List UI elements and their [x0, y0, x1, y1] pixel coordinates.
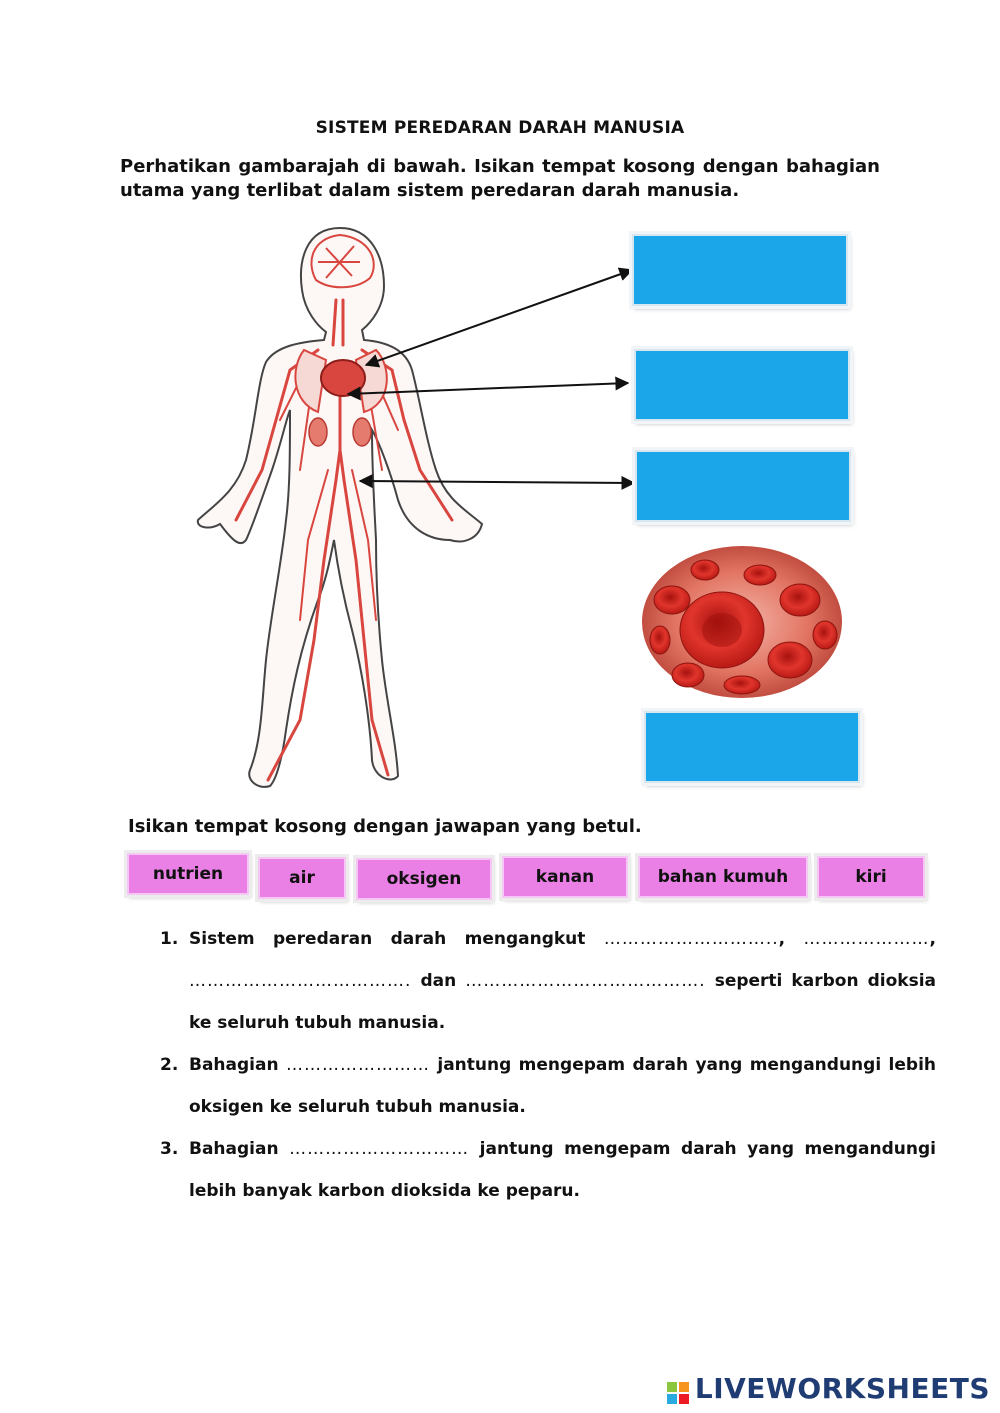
word-chip-oksigen[interactable]: oksigen — [356, 858, 492, 900]
page-title: SISTEM PEREDARAN DARAH MANUSIA — [315, 118, 685, 138]
text-segment: , — [778, 929, 804, 949]
blank-6[interactable]: ………………………… — [289, 1139, 470, 1159]
blood-cells-image — [642, 546, 842, 698]
blank-5[interactable]: …………………… — [285, 1055, 430, 1075]
word-chip-bahan-kumuh[interactable]: bahan kumuh — [638, 856, 808, 898]
blank-2[interactable]: ………………… — [803, 929, 930, 949]
question-number: 2. — [160, 1055, 179, 1075]
question-text — [189, 918, 936, 1044]
blank-4[interactable]: …………………………………. — [465, 971, 706, 991]
heart — [321, 360, 365, 396]
question-number: 3. — [160, 1139, 179, 1159]
footer-brand — [667, 1372, 990, 1405]
question-number: 1. — [160, 929, 179, 949]
text-segment: jantung mengepam darah yang mengandungi lebih oksigen ke seluruh tubuh manusia. — [189, 1055, 937, 1117]
liveworksheets-logo-icon — [667, 1378, 689, 1400]
text-segment: seperti karbon dioksia ke seluruh tubuh manusia. — [189, 971, 936, 1033]
answer-box-1[interactable] — [632, 234, 848, 306]
human-body-outline — [198, 228, 482, 787]
word-chip-kiri[interactable]: kiri — [817, 856, 925, 898]
section-heading: Isikan tempat kosong dengan jawapan yang betul. — [128, 816, 642, 837]
text-segment: Bahagian — [189, 1055, 286, 1075]
text-segment: Sistem peredaran darah mengangkut — [189, 929, 604, 949]
text-segment: , — [929, 929, 936, 949]
instructions: Perhatikan gambarajah di bawah. Isikan tempat kosong dengan bahagian utama yang terlibat dalam sistem peredaran darah manusia. — [120, 156, 880, 201]
text-segment: jantung mengepam darah yang mengandungi lebih banyak karbon dioksida ke peparu. — [189, 1139, 937, 1201]
word-chip-nutrien[interactable]: nutrien — [127, 853, 249, 895]
text-segment: Bahagian — [189, 1139, 290, 1159]
question-text — [189, 1128, 936, 1212]
answer-box-3[interactable] — [635, 450, 851, 522]
blank-3[interactable]: ………………………………. — [189, 971, 412, 991]
question-2 — [160, 1044, 936, 1128]
question-text — [189, 1044, 936, 1128]
question-1 — [160, 918, 936, 1044]
word-chip-kanan[interactable]: kanan — [502, 856, 628, 898]
answer-box-4[interactable] — [644, 711, 860, 783]
brand-text: LIVEWORKSHEETS — [694, 1372, 990, 1405]
word-chip-air[interactable]: air — [258, 857, 346, 899]
answer-box-2[interactable] — [634, 349, 850, 421]
text-segment: dan — [411, 971, 466, 991]
blank-1[interactable]: ……………………….. — [603, 929, 779, 949]
question-3 — [160, 1128, 936, 1212]
